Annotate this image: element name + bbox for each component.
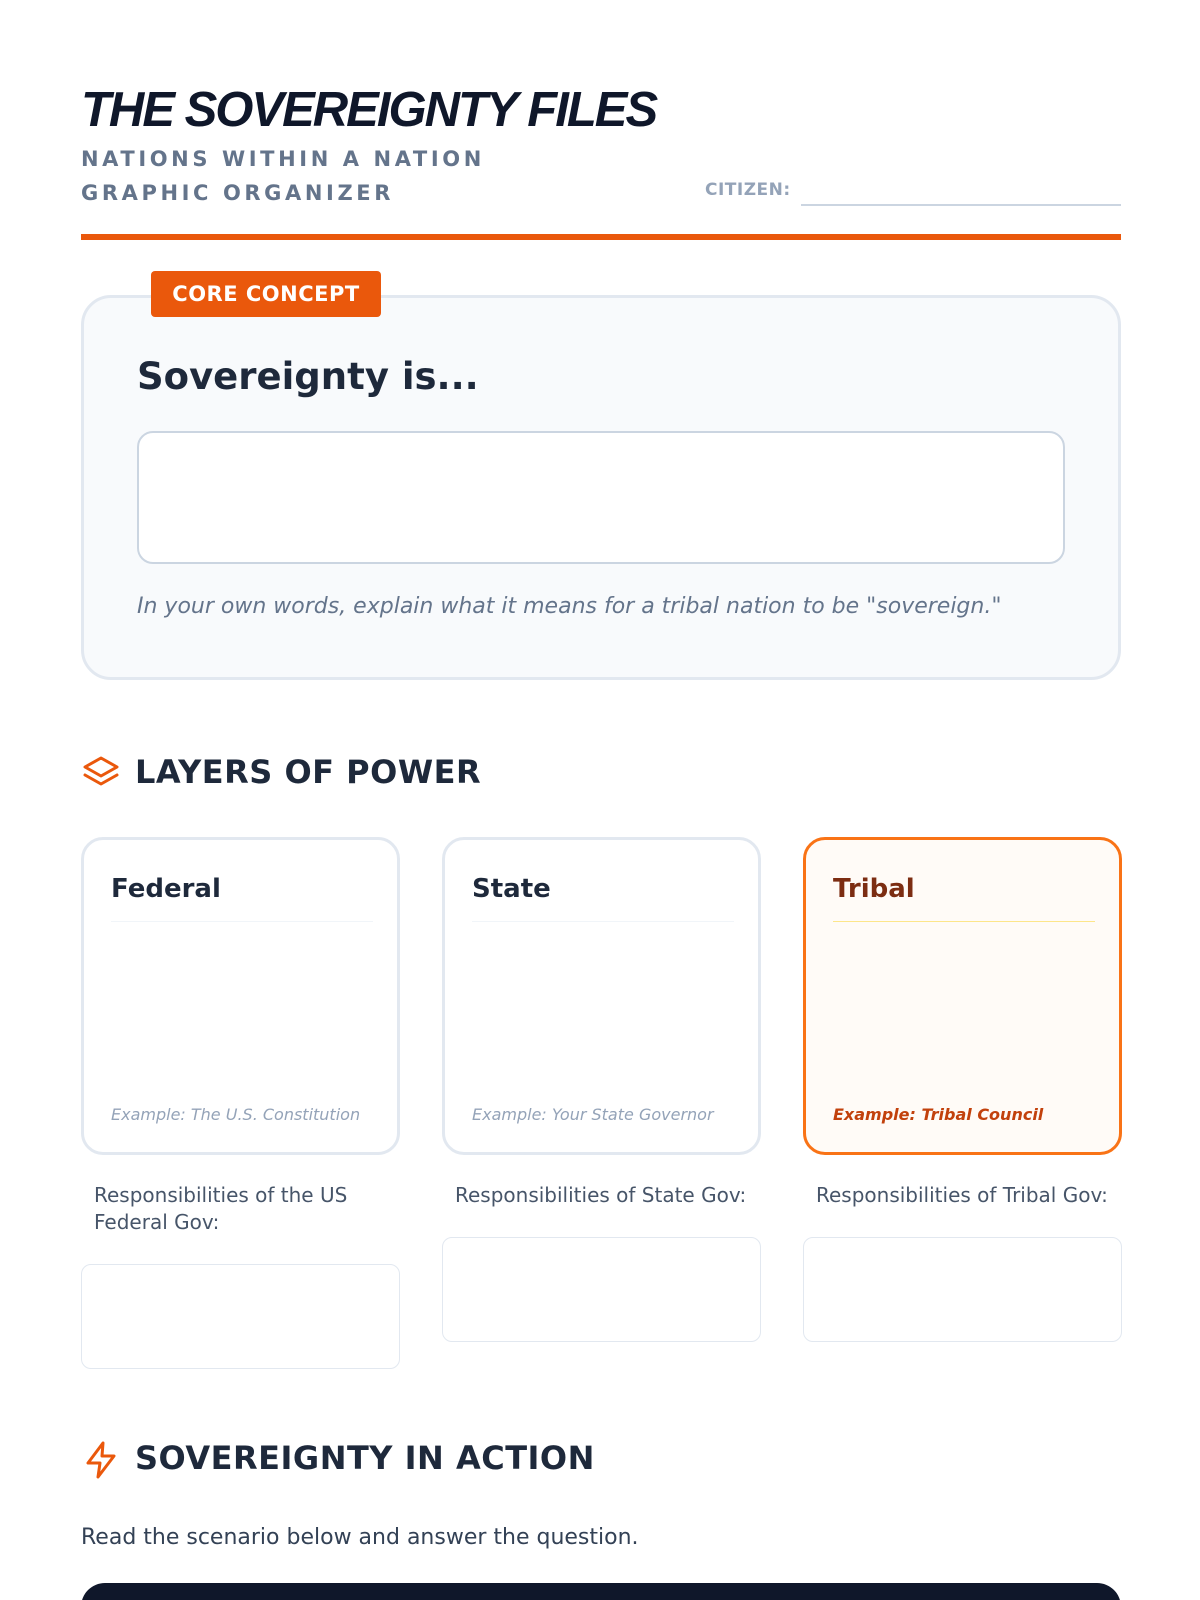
tribal-responsibilities-input[interactable] xyxy=(803,1237,1122,1342)
sovereignty-definition-input[interactable] xyxy=(137,431,1065,564)
card-divider xyxy=(111,921,373,922)
citizen-label: CITIZEN: xyxy=(705,180,791,200)
federal-card-example: Example: The U.S. Constitution xyxy=(111,1105,361,1124)
page-title: THE SOVEREIGNTY FILES xyxy=(81,83,657,137)
page-header xyxy=(81,83,1121,205)
page-subtitle: NATIONS WITHIN A NATION GRAPHIC ORGANIZER xyxy=(81,147,485,205)
tribal-responsibilities-label: Responsibilities of Tribal Gov: xyxy=(816,1183,1108,1207)
state-responsibilities-label: Responsibilities of State Gov: xyxy=(455,1183,747,1207)
scenario-instructions: Read the scenario below and answer the question. xyxy=(81,1525,639,1550)
state-card-example: Example: Your State Governor xyxy=(472,1105,714,1124)
header-divider xyxy=(81,234,1121,240)
card-divider xyxy=(472,921,734,922)
core-concept-hint: In your own words, explain what it means for a tribal nation to be "sovereign." xyxy=(137,594,1002,619)
state-card-title: State xyxy=(472,874,551,904)
card-divider xyxy=(833,921,1095,922)
tribal-card[interactable] xyxy=(803,837,1122,1155)
tribal-card-example: Example: Tribal Council xyxy=(833,1105,1044,1124)
citizen-name-field[interactable] xyxy=(801,204,1121,206)
layers-icon xyxy=(81,754,121,794)
federal-card[interactable] xyxy=(81,837,400,1155)
action-section-title: SOVEREIGNTY IN ACTION xyxy=(135,1439,595,1477)
federal-responsibilities-label: Responsibilities of the US Federal Gov: xyxy=(94,1183,348,1234)
scenario-panel xyxy=(81,1583,1121,1600)
core-concept-badge: CORE CONCEPT xyxy=(151,271,381,317)
federal-responsibilities-input[interactable] xyxy=(81,1264,400,1369)
state-card[interactable] xyxy=(442,837,761,1155)
core-concept-heading: Sovereignty is... xyxy=(137,355,479,398)
federal-card-title: Federal xyxy=(111,874,221,904)
tribal-card-title: Tribal xyxy=(833,874,915,904)
layers-section-title: LAYERS OF POWER xyxy=(135,753,482,791)
lightning-icon xyxy=(81,1440,121,1480)
state-responsibilities-input[interactable] xyxy=(442,1237,761,1342)
